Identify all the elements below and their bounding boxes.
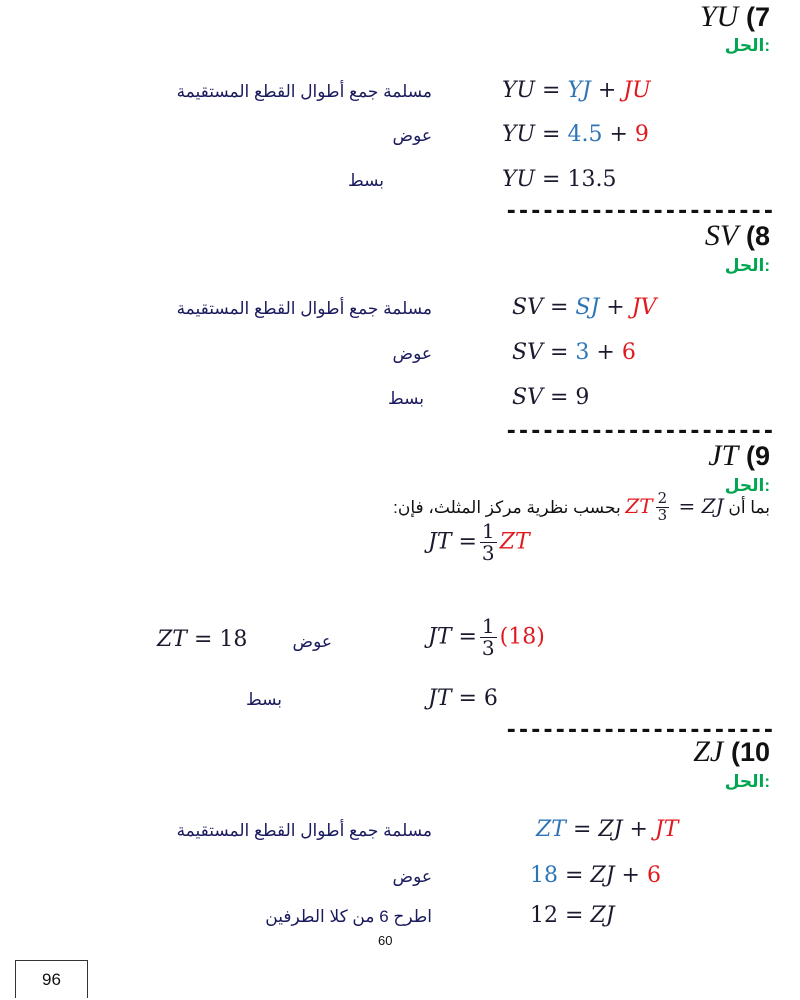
reason-8-2: عوض (392, 344, 432, 363)
problem-10-variable: ZJ (693, 735, 724, 768)
reason-9-2: عوض (292, 632, 332, 651)
solution-label-10: الحل: (724, 772, 770, 791)
intro-equation: ZT $\frac{2}{3}$ = ZJ (625, 489, 724, 524)
problem-10-number: (10 (730, 737, 770, 767)
problem-10-heading (693, 735, 770, 769)
eq-8-3: SV = 9 (512, 385, 590, 410)
eq-7-3: YU = 13.5 (502, 167, 617, 192)
problem-8-variable: SV (704, 219, 739, 252)
eq-10-2: 18 = ZJ + 6 (530, 863, 661, 888)
problem-7-heading (700, 0, 770, 34)
problem-9-intro (393, 491, 770, 524)
separator-1: ---------------------- (504, 199, 774, 224)
reason-10-3: اطرح 6 من كلا الطرفين (265, 907, 432, 926)
page-footer-number: 60 (378, 933, 393, 948)
problem-9-heading (708, 439, 770, 473)
eq-10-1: ZT = ZJ + JT (536, 817, 679, 842)
problem-9-number: (9 (745, 441, 770, 471)
solution-label-8: الحل: (724, 256, 770, 275)
given-zt: ZT = 18 (157, 627, 248, 652)
eq-9-1: JT = $\frac{1}{3}$ ZT (428, 519, 530, 565)
reason-8-1: مسلمة جمع أطوال القطع المستقيمة (176, 299, 432, 318)
solution-label-9: الحل: (724, 476, 770, 495)
reason-7-3: بسط (347, 171, 384, 190)
eq-8-1: SV = SJ + JV (512, 295, 657, 320)
eq-10-3: 12 = ZJ (530, 903, 615, 928)
eq-7-2: YU = 4.5 + 9 (502, 122, 649, 147)
separator-2: ---------------------- (504, 419, 774, 444)
reason-9-3: بسط (245, 690, 282, 709)
problem-7-number: (7 (745, 2, 770, 32)
reason-10-1: مسلمة جمع أطوال القطع المستقيمة (176, 821, 432, 840)
page-number-box: 96 (15, 960, 88, 998)
reason-7-1: مسلمة جمع أطوال القطع المستقيمة (176, 82, 432, 101)
intro-end: بحسب نظرية مركز المثلث، فإن: (393, 497, 621, 517)
intro-start: بما أن (728, 497, 770, 517)
problem-9-variable: JT (708, 439, 739, 472)
problem-7-variable: YU (699, 0, 739, 33)
separator-3: ---------------------- (504, 718, 774, 743)
problem-8-number: (8 (745, 221, 770, 251)
solution-label-7: الحل: (724, 36, 770, 55)
problem-8-heading (705, 219, 770, 253)
eq-9-3: JT = 6 (428, 686, 498, 711)
reason-7-2: عوض (392, 126, 432, 145)
eq-7-1: YU = YJ + JU (502, 78, 651, 103)
eq-9-2: JT = $\frac{1}{3}$ (18) (428, 614, 545, 660)
reason-8-3: بسط (387, 389, 424, 408)
eq-8-2: SV = 3 + 6 (512, 340, 636, 365)
reason-10-2: عوض (392, 867, 432, 886)
